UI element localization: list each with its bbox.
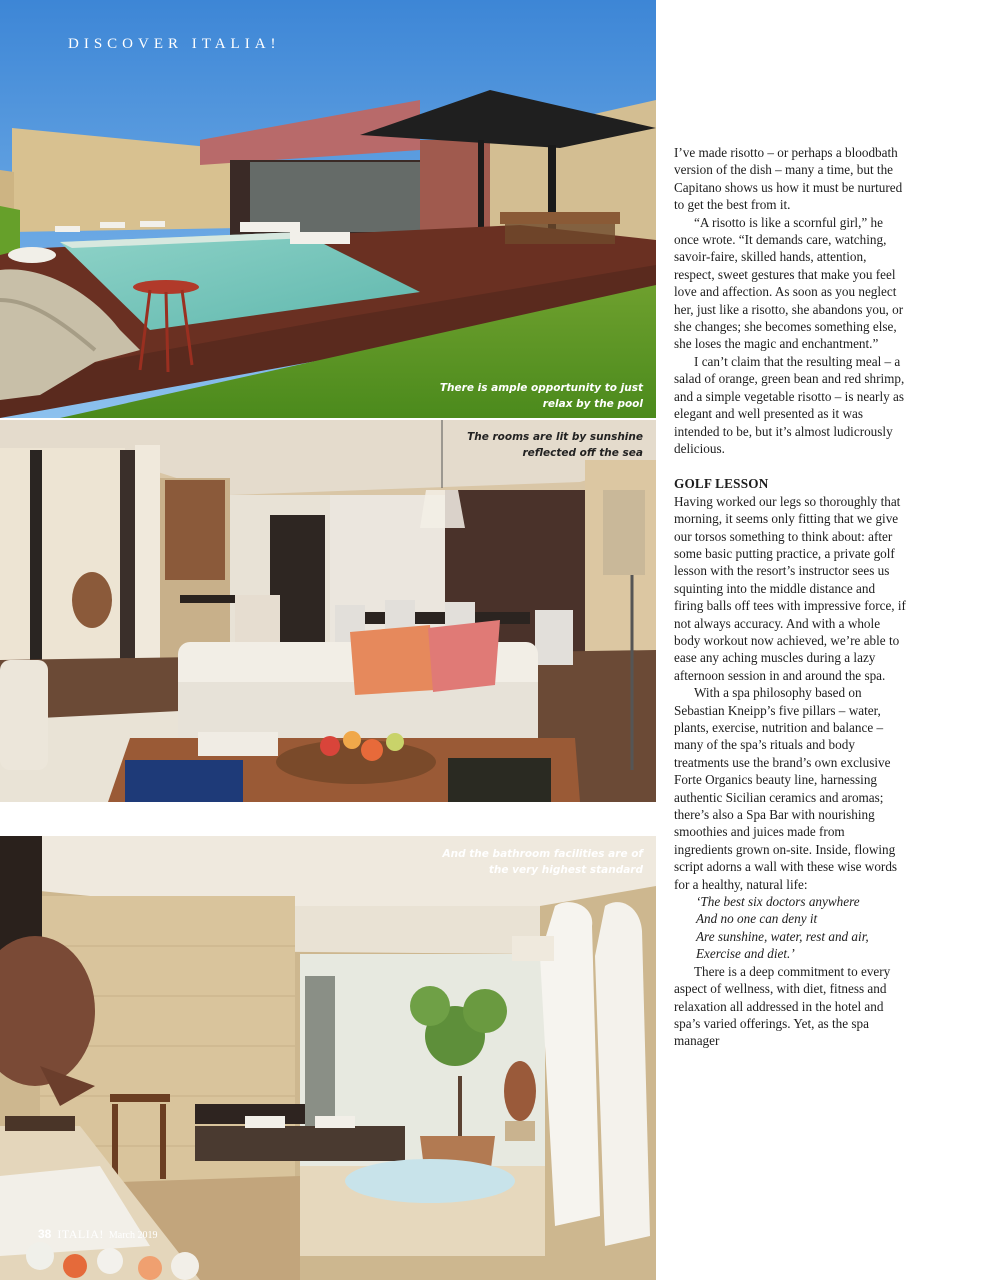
- section-heading: GOLF LESSON: [674, 476, 769, 492]
- page-number: 38: [38, 1227, 52, 1241]
- article-column: [674, 144, 906, 1050]
- magazine-name: ITALIA!: [57, 1227, 104, 1241]
- section-label: DISCOVER ITALIA!: [68, 36, 281, 52]
- verse-line: Are sunshine, water, rest and air,: [696, 928, 869, 944]
- room-photo-caption: The rooms are lit by sunshine reflected off the sea: [467, 431, 643, 459]
- pool-terrace-photo: [0, 0, 656, 418]
- verse-line: ‘The best six doctors anywhere: [696, 894, 860, 910]
- article-paragraph: With a spa philosophy based on Sebastian Kneipp’s five pillars – water, plants, exercise, nutrition and balance – many of the spa’s rituals and body treatments use the brand’s own exclusive Forte Organics beauty line, harnessing authentic Sicilian ceramics and aromas; there’s also a Spa Bar with nourishing smoothies and juices made from ingredients grown on-site. Inside, flowing script adorns a wall with these wise words for a healthy, natural life:: [674, 685, 898, 892]
- article-paragraph: I can’t claim that the resulting meal – a salad of orange, green bean and red shrimp, and a simple vegetable risotto – is nearly as elegant and well presented as it was intended to be, but it’s almost ludicrously delicious.: [674, 353, 905, 456]
- verse-line: And no one can deny it: [696, 911, 818, 927]
- verse-line: Exercise and diet.’: [696, 946, 795, 962]
- article-paragraph: I’ve made risotto – or perhaps a bloodbath version of the dish – many a time, but the Capitano shows us how it must be nurtured to get the best from it.: [674, 145, 903, 213]
- quoted-verse: [696, 893, 906, 963]
- page-folio: [38, 1227, 158, 1242]
- living-room-photo: [0, 420, 656, 802]
- issue-date: March 2019: [108, 1230, 158, 1241]
- bathroom-photo-caption: And the bathroom facilities are of the very highest standard: [442, 848, 643, 876]
- article-paragraph: “A risotto is like a scornful girl,” he once wrote. “It demands care, watching, savoir-faire, skilled hands, attention, respect, sweet gestures that make you feel love and affection. As soon as you neglect her, just like a risotto, she abandons you, or she changes; she becomes something else, she loses the magic and enchantment.”: [674, 214, 904, 352]
- bathroom-photo: [0, 836, 656, 1280]
- article-paragraph: There is a deep commitment to every aspect of wellness, with diet, fitness and relaxation all addressed in the hotel and spa’s varied offerings. Yet, as the spa manager: [674, 963, 891, 1049]
- pool-photo-caption: There is ample opportunity to just relax by the pool: [439, 382, 643, 410]
- article-paragraph: Having worked our legs so thoroughly that morning, it seems only fitting that we give our torsos something to think about: after some basic putting practice, a private golf lesson with the resort’s instructor sees us squinting into the middle distance and firing balls off tees with impressive force, if not always accuracy. And with a whole body workout now achieved, we’re able to ease any aching muscles during a lazy afternoon session in and around the spa.: [674, 493, 906, 683]
